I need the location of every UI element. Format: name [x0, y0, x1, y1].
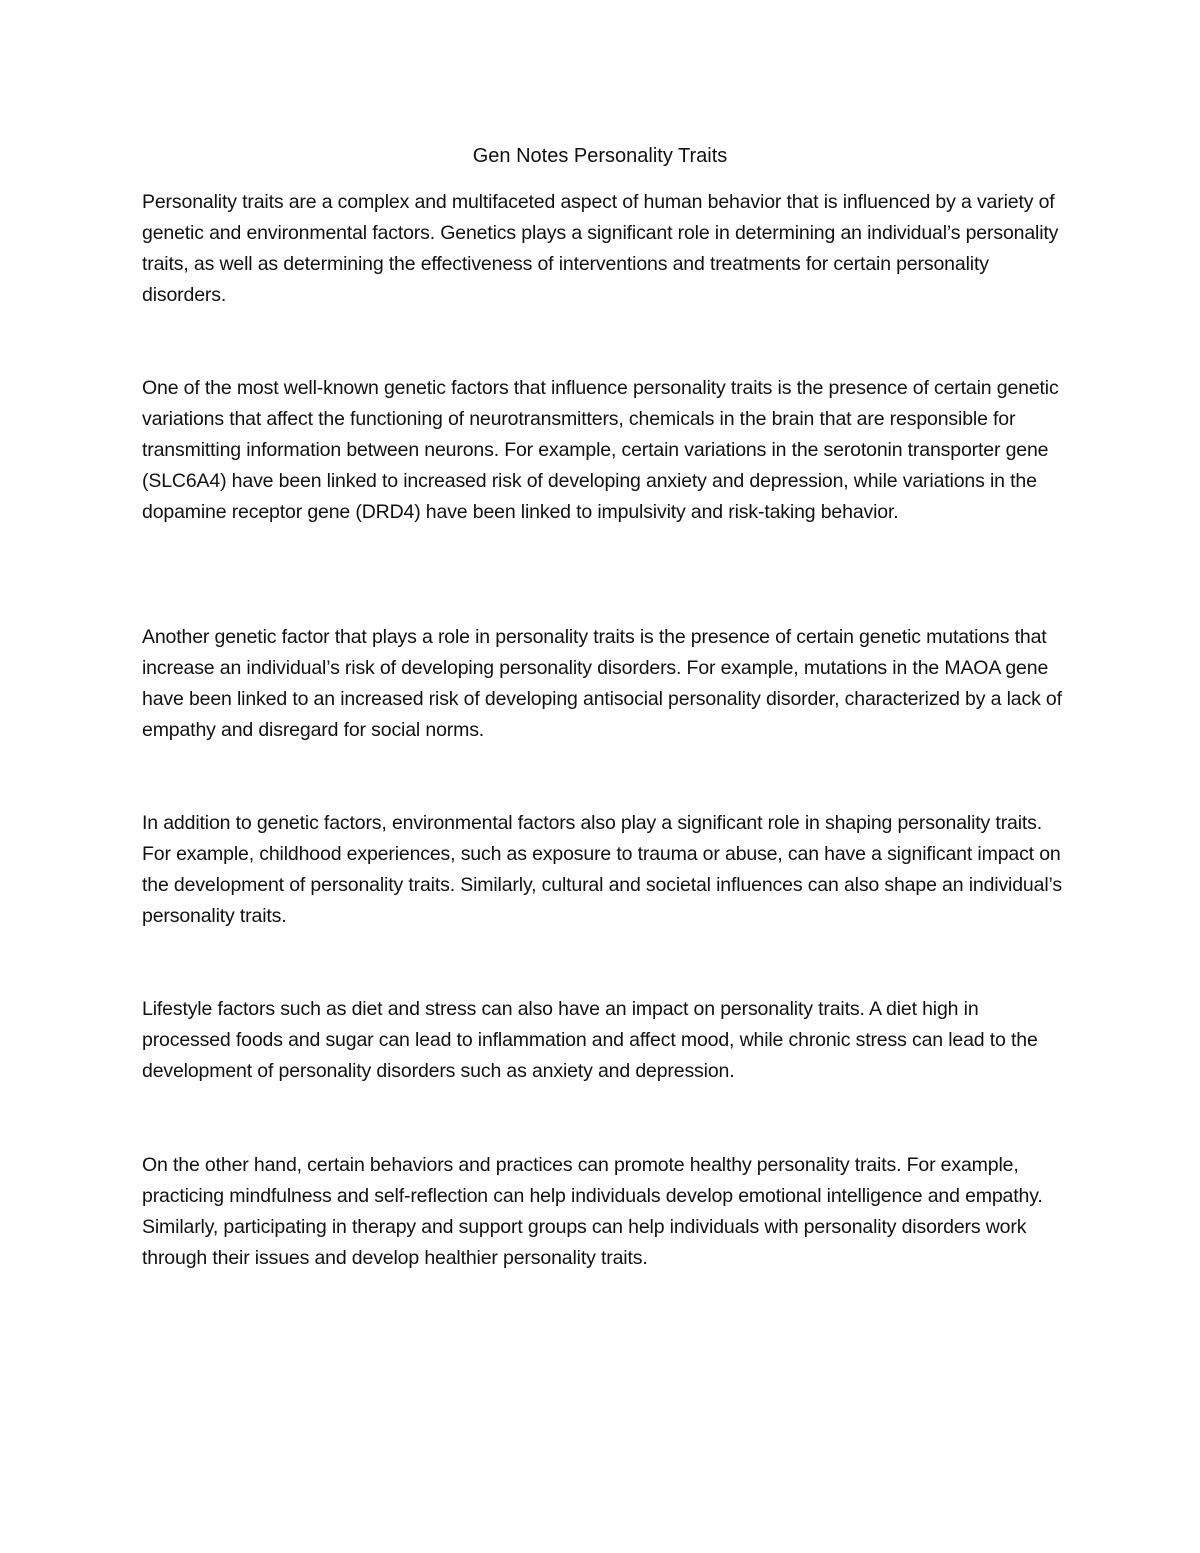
paragraph-healthy-practices: On the other hand, certain behaviors and practices can promote healthy personality traits. For example, practicing mindfulness and self-reflection can help individuals develop emotional intelligence and empathy. Similarly, participating in therapy and support groups can help individuals with personality disorders work through their issues and develop healthier personality traits. — [142, 1154, 1043, 1269]
paragraph-environmental-factors: In addition to genetic factors, environmental factors also play a significant role in shaping personality traits. For example, childhood experiences, such as exposure to trauma or abuse, can have a significant impact on the development of personality traits. Similarly, cultural and societal influences can also shape an individual’s personality traits. — [142, 812, 1062, 927]
document-title: Gen Notes Personality Traits — [472, 145, 728, 167]
paragraph-genetic-mutations: Another genetic factor that plays a role in personality traits is the presence of certain genetic mutations that increase an individual’s risk of developing personality disorders. For example, mutations in the MAOA gene have been linked to an increased risk of developing antisocial personality disorder, characterized by a lack of empathy and disregard for social norms. — [142, 626, 1062, 741]
paragraph-genetics-overview: Personality traits are a complex and multifaceted aspect of human behavior that is influenced by a variety of genetic and environmental factors. Genetics plays a significant role in determining an individual’s personality traits, as well as determining the effectiveness of interventions and treatments for certain personality disorders. — [142, 191, 1059, 306]
paragraph-neurotransmitter-variations: One of the most well-known genetic factors that influence personality traits is the presence of certain genetic variations that affect the functioning of neurotransmitters, chemicals in the brain that are responsible for transmitting information between neurons. For example, certain variations in the serotonin transporter gene (SLC6A4) have been linked to increased risk of developing anxiety and depression, while variations in the dopamine receptor gene (DRD4) have been linked to impulsivity and risk-taking behavior. — [142, 377, 1059, 523]
paragraph-lifestyle-factors: Lifestyle factors such as diet and stress can also have an impact on personality traits. A diet high in processed foods and sugar can lead to inflammation and affect mood, while chronic stress can lead to the development of personality disorders such as anxiety and depression. — [142, 998, 1038, 1082]
